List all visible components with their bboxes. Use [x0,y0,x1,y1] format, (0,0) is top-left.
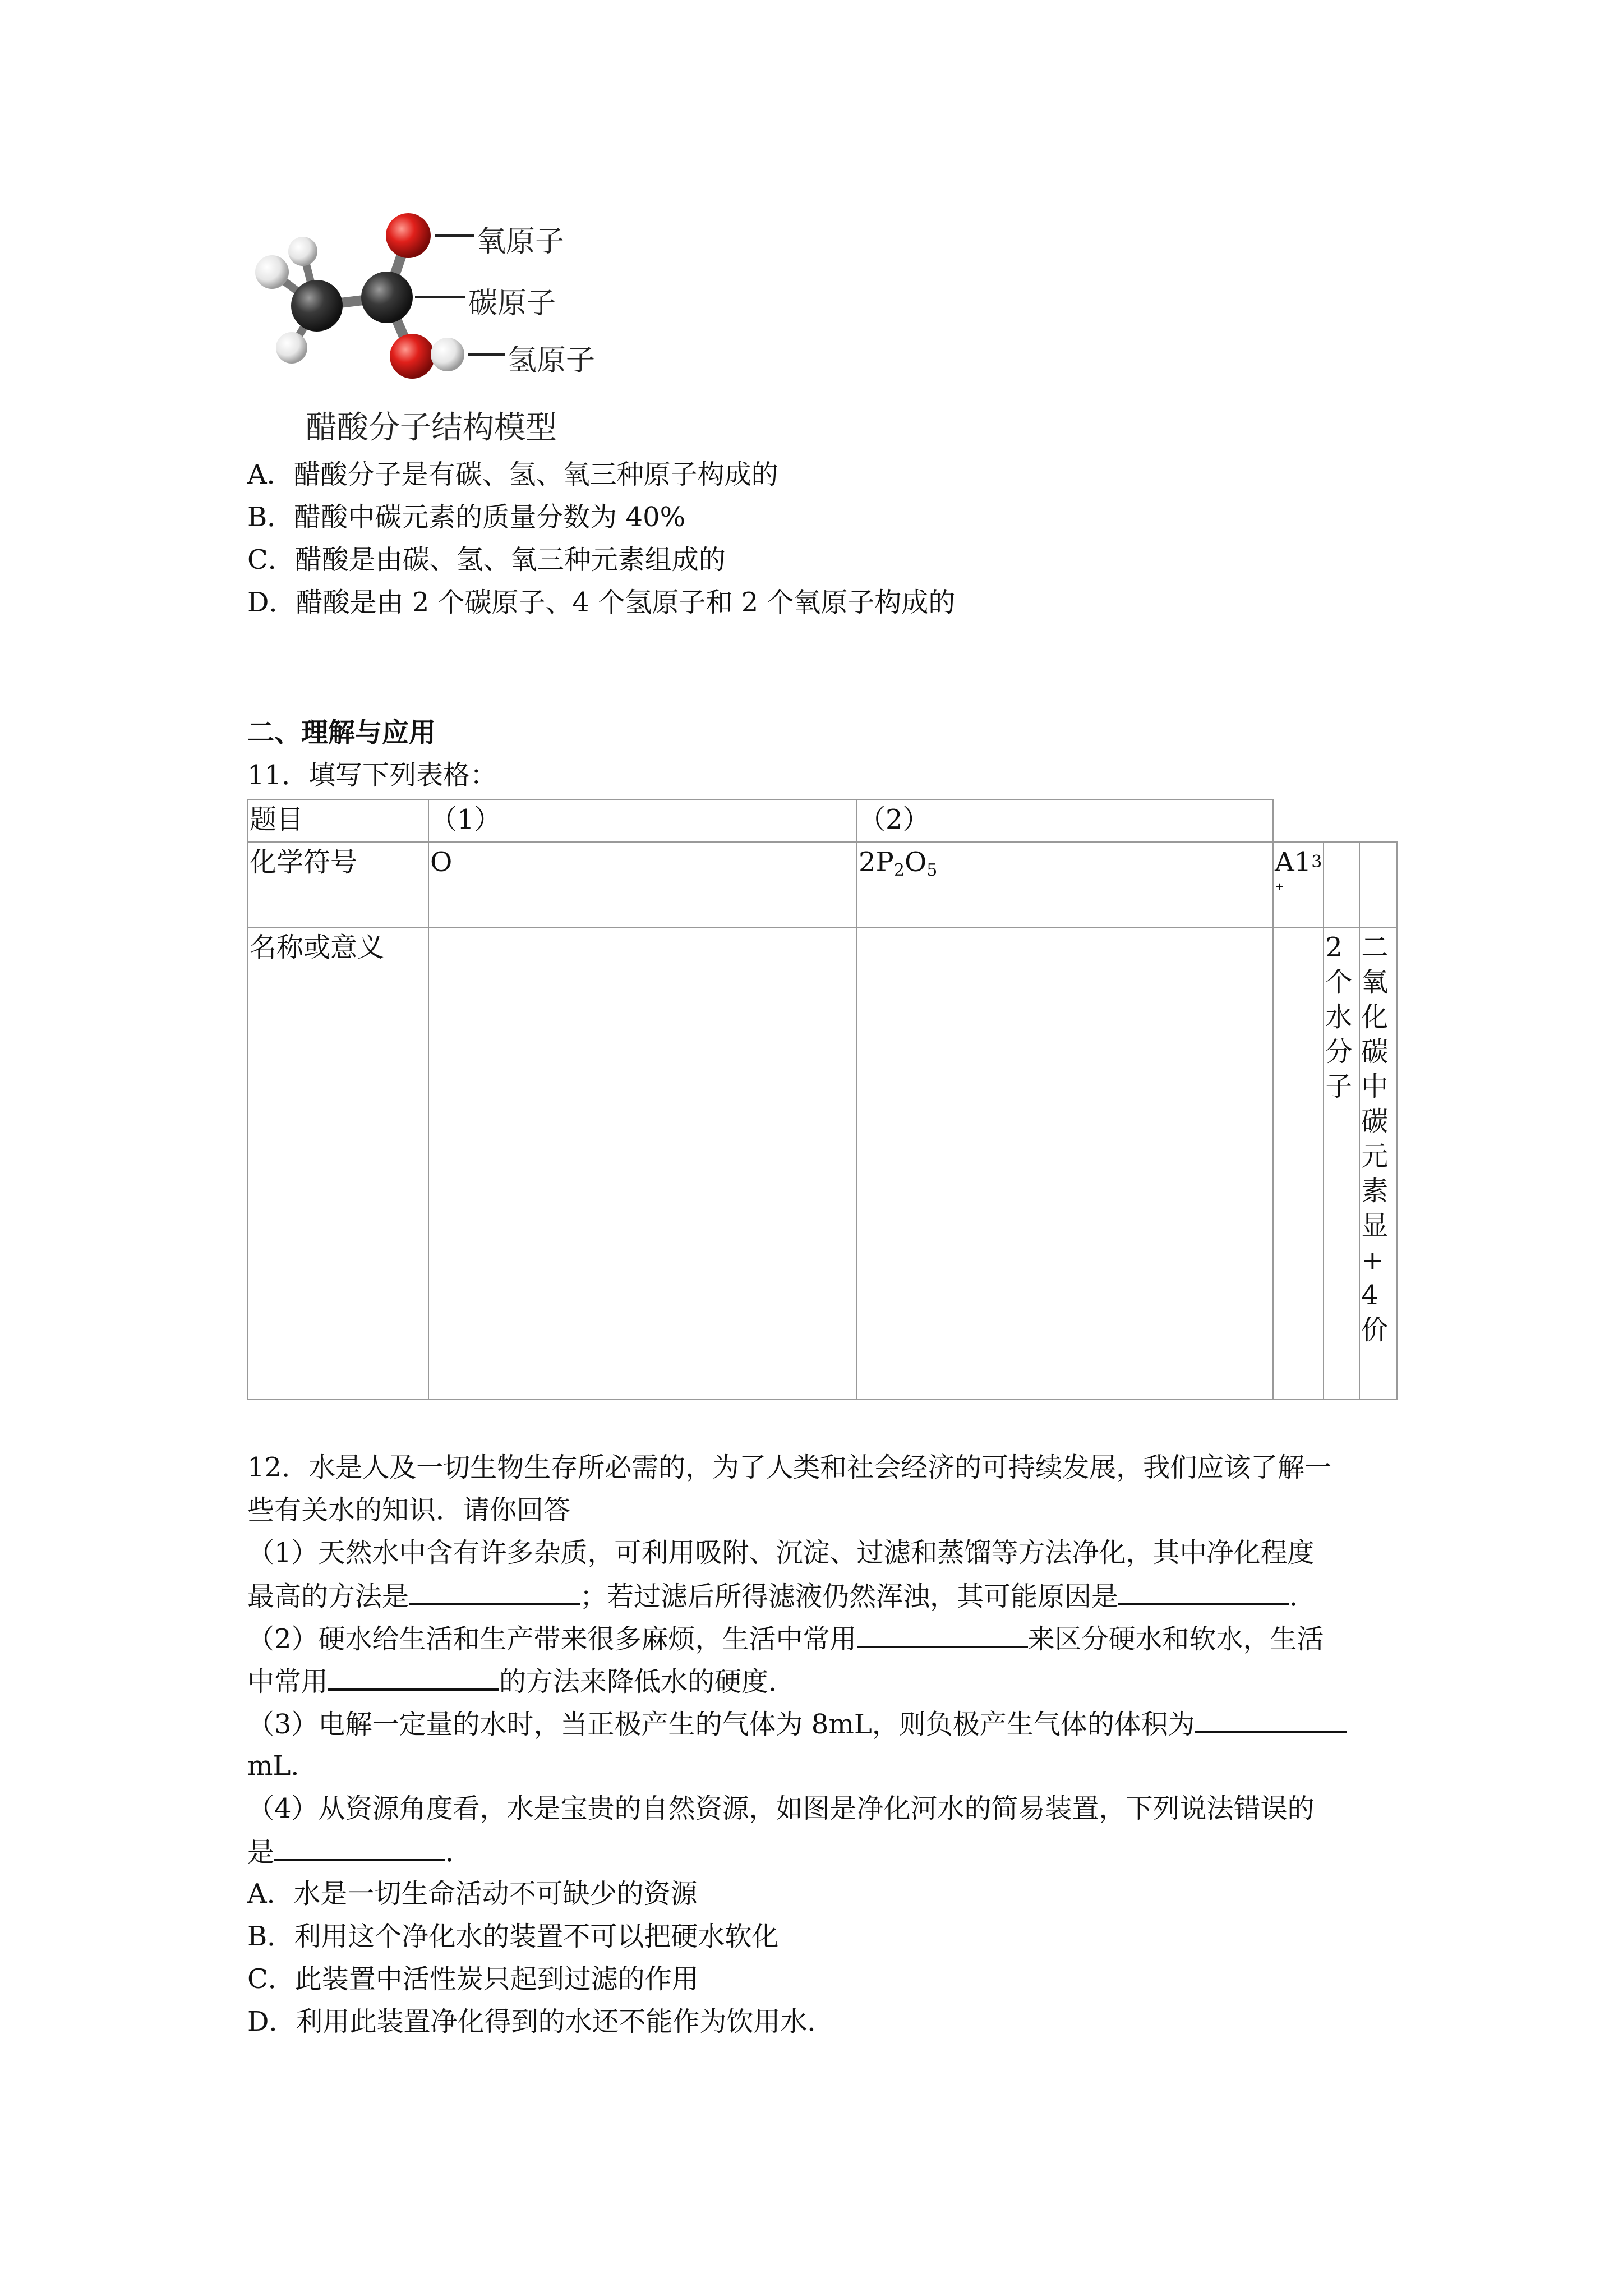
section-heading: 二、理解与应用 [247,717,436,748]
col-header-2: （2） [857,799,1273,842]
meaning-cell-3 [1273,927,1324,1400]
symbol-cell-5 [1359,842,1397,927]
q11-prompt: 11．填写下列表格： [247,760,497,791]
table-row [248,927,1397,1400]
answer-blank[interactable] [857,1621,1028,1648]
figure-caption: 醋酸分子结构模型 [306,409,557,446]
answer-blank[interactable] [274,1834,445,1861]
q12-intro-line1: 12．水是人及一切生物生存所必需的，为了人类和社会经济的可持续发展，我们应该了解一 [247,1452,1332,1483]
meaning-cell-2 [857,927,1273,1400]
q12-option-a: A．水是一切生命活动不可缺少的资源 [247,1878,698,1910]
symbol-cell-1: O [428,842,857,927]
q12-part3-line1: （3）电解一定量的水时，当正极产生的气体为 8mL，则负极产生气体的体积为 [247,1706,1347,1741]
answer-blank[interactable] [1118,1579,1289,1605]
meaning-cell-5: 二氧化碳中碳元素显+4价 [1359,927,1397,1400]
q12-part2-line1: （2）硬水给生活和生产带来很多麻烦，生活中常用 来区分硬水和软水，生活 [247,1621,1324,1656]
q12-part3-line2: mL． [247,1750,318,1782]
hydrogen-atom-label: 氢原子 [508,344,596,378]
q10-option-b: B．醋酸中碳元素的质量分数为 40% [247,501,686,533]
meaning-cell-4: 2个水分子 [1324,927,1359,1400]
carbon-atom-label: 碳原子 [468,287,556,320]
q12-part4-line2: 是 ． [247,1834,472,1869]
symbol-cell-4 [1324,842,1359,927]
q12-option-b: B．利用这个净化水的装置不可以把硬水软化 [247,1921,779,1952]
q11-table [247,799,1398,1400]
answer-blank[interactable] [328,1664,499,1691]
answer-blank[interactable] [409,1579,580,1605]
table-row [248,842,1397,927]
q10-option-a: A．醋酸分子是有碳、氢、氧三种原子构成的 [247,459,778,490]
answer-blank[interactable] [1195,1706,1347,1733]
symbol-cell-3: $A1^3$ + [1273,842,1324,927]
q12-intro-line2: 些有关水的知识．请你回答 [247,1494,571,1526]
row-header-symbol: 化学符号 [248,842,428,927]
col-header-1: （1） [428,799,857,842]
row-header-question: 题目 [248,799,428,842]
q12-option-d: D．利用此装置净化得到的水还不能作为饮用水． [247,2006,834,2037]
q12-option-c: C．此装置中活性炭只起到过滤的作用 [247,1963,699,1995]
q12-part2-line2: 中常用 的方法来降低水的硬度． [247,1664,795,1699]
q12-part1-line1: （1）天然水中含有许多杂质，可利用吸附、沉淀、过滤和蒸馏等方法净化，其中净化程度 [247,1537,1315,1568]
q12-part4-line1: （4）从资源角度看，水是宝贵的自然资源，如图是净化河水的简易装置，下列说法错误的 [247,1793,1315,1824]
q12-part1-line2: 最高的方法是 ；若过滤后所得滤液仍然浑浊，其可能原因是 ． [247,1579,1316,1613]
table-row [248,799,1397,842]
q10-option-c: C．醋酸是由碳、氢、氧三种元素组成的 [247,544,726,576]
q10-option-d: D．醋酸是由 2 个碳原子、4 个氢原子和 2 个氧原子构成的 [247,587,956,618]
symbol-cell-2: $2P_2O_5$ [857,842,1273,927]
row-header-meaning: 名称或意义 [248,927,428,1400]
meaning-cell-1 [428,927,857,1400]
oxygen-atom-label: 氧原子 [477,225,565,259]
